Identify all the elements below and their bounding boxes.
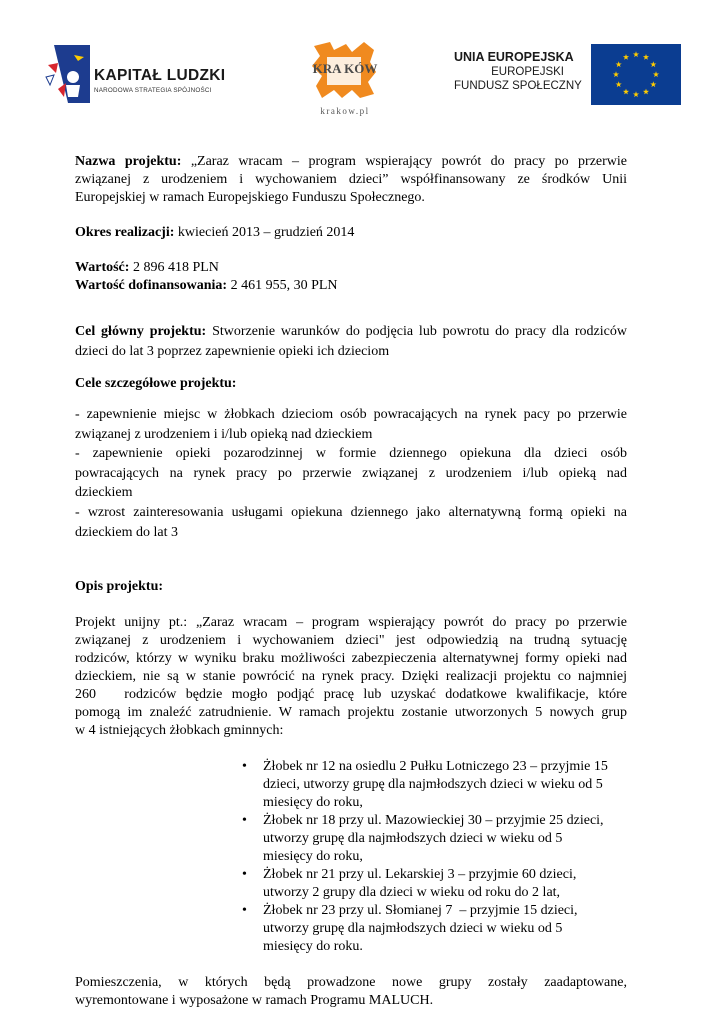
ue-fund-text	[454, 50, 582, 93]
bullet-icon: •	[242, 759, 247, 775]
description-line: Projekt unijny pt.: „Zaraz wracam – program wspierający powrót do pracy po przerwie	[75, 615, 627, 631]
nursery-line: dzieci, utworzy grupę dla najmłodszych dzieci w wieku od 5	[263, 777, 603, 793]
krakow-logo-text: KRA KÓW	[312, 61, 378, 76]
description-heading: Opis projektu:	[75, 579, 164, 595]
cofinancing-amount: 2 461 955, 30 PLN	[230, 278, 338, 293]
ue-line-2: EUROPEJSKI	[491, 66, 564, 78]
project-name-line-2: związanej z urodzeniem i wychowaniem dzieci” współfinansowany ze środków Unii	[75, 172, 627, 187]
value-paragraph	[75, 259, 627, 277]
main-goal-paragraph	[75, 322, 627, 362]
description-line: 260 rodziców będzie mogło podjąć pracę lub uzyskać dodatkowe kwalifikacje, które	[75, 687, 627, 703]
premises-line-2: wyremontowane i wyposażone w ramach Programu MALUCH.	[75, 993, 434, 1009]
specific-goals-heading: Cele szczegółowe projektu:	[75, 376, 237, 391]
period-label: Okres realizacji:	[75, 225, 175, 240]
kapital-ludzki-logo-icon	[44, 45, 90, 103]
premises-line-1: Pomieszczenia, w których będą prowadzone nowe grupy zostały zaadaptowane,	[75, 975, 627, 991]
description-paragraph	[75, 614, 627, 740]
specific-goals-list	[75, 405, 627, 542]
main-goal-line-1: Stworzenie warunków do podjęcia lub powrotu do pracy dla rodziców	[212, 324, 627, 339]
nursery-line: Żłobek nr 23 przy ul. Słomianej 7 – przyjmie 15 dzieci,	[263, 903, 578, 919]
nursery-line: miesięcy do roku,	[263, 849, 363, 865]
document-body	[75, 153, 627, 1010]
cofinancing-paragraph	[75, 277, 627, 295]
nursery-line: utworzy 2 grupy dla dzieci w wieku od roku do 2 lat,	[263, 885, 561, 901]
nursery-line: utworzy grupę dla najmłodszych dzieci w wieku od 5	[263, 921, 563, 937]
main-goal-line-2: dzieci do lat 3 poprzez zapewnienie opieki ich dzieciom	[75, 344, 390, 359]
specific-goal-line: powracających na rynek pracy po przerwie związanej z urodzeniem i/lub opieką nad	[75, 465, 627, 481]
period-paragraph	[75, 224, 627, 242]
project-name-line-3: Europejskiej w ramach Europejskiego Funduszu Społecznego.	[75, 190, 425, 205]
kapital-ludzki-logo	[44, 45, 234, 105]
project-name-line-1: „Zaraz wracam – program wspierający powrót do pracy po przerwie	[190, 154, 628, 169]
eu-flag-icon	[591, 44, 681, 105]
specific-goal-line: związanej z urodzeniem i i/lub opieką nad dzieckiem	[75, 426, 373, 442]
cofinancing-label: Wartość dofinansowania:	[75, 278, 228, 293]
krakow-url: krakow.pl	[320, 106, 370, 116]
project-name-paragraph	[75, 153, 627, 207]
value-amount: 2 896 418 PLN	[132, 260, 219, 275]
kapital-ludzki-title: KAPITAŁ LUDZKI	[94, 67, 226, 84]
nursery-item	[238, 812, 627, 866]
ue-line-3: FUNDUSZ SPOŁECZNY	[454, 80, 582, 92]
specific-goal-line: dzieckiem do lat 3	[75, 524, 179, 540]
nursery-item	[238, 758, 627, 812]
description-line: związanej z urodzeniem i wychowaniem dzieci" jest odpowiedzią na trudną sytuację	[75, 633, 627, 649]
kapital-ludzki-subtitle: NARODOWA STRATEGIA SPÓJNOŚCI	[94, 87, 212, 94]
premises-paragraph	[75, 974, 627, 1010]
nursery-line: Żłobek nr 18 przy ul. Mazowieckiej 30 – przyjmie 25 dzieci,	[263, 813, 604, 829]
nursery-line: Żłobek nr 12 na osiedlu 2 Pułku Lotniczego 23 – przyjmie 15	[263, 759, 608, 775]
nursery-line: utworzy grupę dla najmłodszych dzieci w wieku od 5	[263, 831, 563, 847]
value-label: Wartość:	[75, 260, 130, 275]
specific-goal-line: dzieckiem	[75, 485, 133, 501]
ue-line-1: UNIA EUROPEJSKA	[454, 50, 574, 64]
nursery-item	[238, 902, 627, 956]
nursery-line: Żłobek nr 21 przy ul. Lekarskiej 3 – przyjmie 60 dzieci,	[263, 867, 577, 883]
description-line: rodziców, którzy w wyniku braku możliwości zabezpieczenia alternatywnej formy opieki nad	[75, 651, 627, 667]
specific-goal-line: - zapewnienie miejsc w żłobkach dzieciom osób powracających na rynek pacy po przerwie	[75, 407, 627, 422]
description-line: pomogą im znaleźć zatrudnienie. W ramach projektu zostanie utworzonych 5 nowych grup	[75, 705, 627, 721]
bullet-icon: •	[242, 813, 247, 829]
bullet-icon: •	[242, 867, 247, 883]
main-goal-label: Cel główny projektu:	[75, 324, 207, 339]
nursery-item	[238, 866, 627, 902]
nursery-line: miesięcy do roku,	[263, 795, 363, 811]
project-name-label: Nazwa projektu:	[75, 154, 182, 169]
nursery-line: miesięcy do roku.	[263, 939, 363, 955]
period-value: kwiecień 2013 – grudzień 2014	[177, 225, 355, 240]
bullet-icon: •	[242, 903, 247, 919]
specific-goal-line: - wzrost zainteresowania usługami opiekuna dziennego jako alternatywną formą opieki na	[75, 504, 627, 520]
header-logos	[44, 40, 684, 125]
description-line: dzieckiem, nie są w stanie powrócić na rynek pracy. Dzięki realizacji projektu co najmniej	[75, 669, 627, 685]
specific-goal-line: - zapewnienie opieki pozarodzinnej w formie dziennego opiekuna dla dzieci osób	[75, 446, 627, 462]
description-line: w 4 istniejących żłobkach gminnych:	[75, 723, 284, 739]
krakow-logo	[310, 40, 380, 125]
nurseries-list	[75, 758, 627, 956]
